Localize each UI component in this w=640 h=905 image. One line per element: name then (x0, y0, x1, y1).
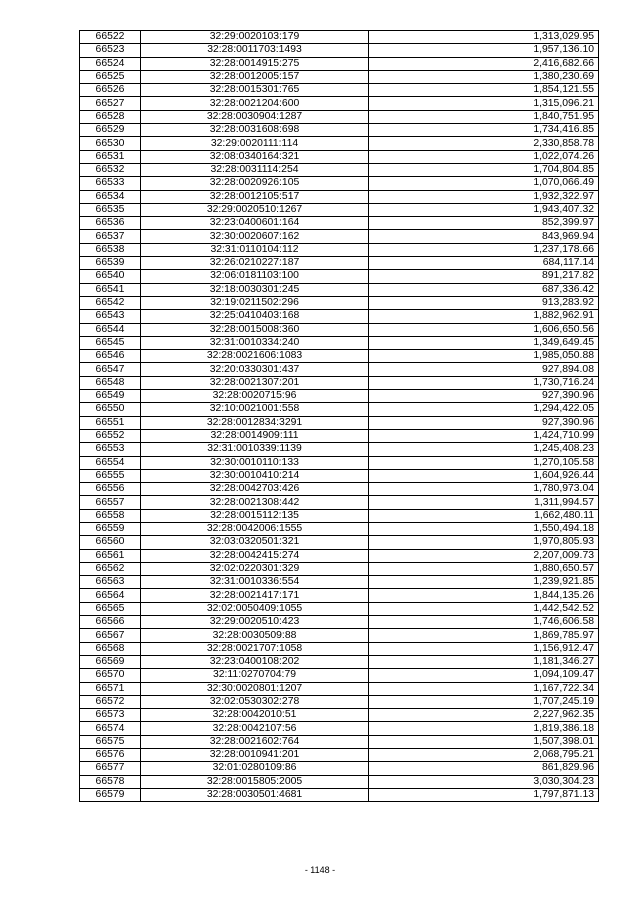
amount-cell: 1,840,751.95 (369, 110, 599, 123)
table-row (80, 602, 599, 615)
row-number-cell: 66574 (80, 722, 141, 735)
cadastral-number-cell: 32:28:0030501:4681 (141, 788, 369, 801)
cadastral-number-cell: 32:28:0012005:157 (141, 70, 369, 83)
table-row (80, 456, 599, 469)
cadastral-number-cell: 32:28:0042415:274 (141, 549, 369, 562)
page-number: - 1148 - (304, 865, 336, 875)
amount-cell: 852,399.97 (369, 217, 599, 230)
table-row (80, 177, 599, 190)
row-number-cell: 66527 (80, 97, 141, 110)
cadastral-number-cell: 32:28:0030904:1287 (141, 110, 369, 123)
cadastral-number-cell: 32:08:0340164:321 (141, 150, 369, 163)
table-row (80, 642, 599, 655)
cadastral-number-cell: 32:06:0181103:100 (141, 270, 369, 283)
cadastral-number-cell: 32:30:0010110:133 (141, 456, 369, 469)
table-row (80, 762, 599, 775)
cadastral-number-cell: 32:31:0110104:112 (141, 243, 369, 256)
cadastral-number-cell: 32:28:0014915:275 (141, 57, 369, 70)
row-number-cell: 66539 (80, 257, 141, 270)
table-row (80, 230, 599, 243)
table-row (80, 270, 599, 283)
row-number-cell: 66554 (80, 456, 141, 469)
cadastral-number-cell: 32:28:0042107:56 (141, 722, 369, 735)
amount-cell: 687,336.42 (369, 283, 599, 296)
cadastral-number-cell: 32:02:0050409:1055 (141, 602, 369, 615)
cadastral-number-cell: 32:25:0410403:168 (141, 310, 369, 323)
table-row (80, 363, 599, 376)
amount-cell: 927,894.08 (369, 363, 599, 376)
cadastral-number-cell: 32:29:0020510:423 (141, 616, 369, 629)
cadastral-number-cell: 32:28:0021606:1083 (141, 350, 369, 363)
cadastral-number-cell: 32:01:0280109:86 (141, 762, 369, 775)
cadastral-number-cell: 32:31:0010336:554 (141, 576, 369, 589)
cadastral-number-cell: 32:23:0400108:202 (141, 655, 369, 668)
row-number-cell: 66534 (80, 190, 141, 203)
cadastral-number-cell: 32:28:0021707:1058 (141, 642, 369, 655)
amount-cell: 1,424,710.99 (369, 429, 599, 442)
row-number-cell: 66577 (80, 762, 141, 775)
row-number-cell: 66556 (80, 483, 141, 496)
table-row (80, 376, 599, 389)
cadastral-number-cell: 32:28:0021307:201 (141, 376, 369, 389)
amount-cell: 1,070,066.49 (369, 177, 599, 190)
row-number-cell: 66546 (80, 350, 141, 363)
cadastral-number-cell: 32:31:0010339:1139 (141, 443, 369, 456)
table-row (80, 257, 599, 270)
cadastral-number-cell: 32:28:0031608:698 (141, 124, 369, 137)
amount-cell: 1,313,029.95 (369, 31, 599, 44)
table-row (80, 709, 599, 722)
cadastral-number-cell: 32:11:0270704:79 (141, 669, 369, 682)
table-row (80, 496, 599, 509)
cadastral-number-cell: 32:18:0030301:245 (141, 283, 369, 296)
amount-cell: 1,022,074.26 (369, 150, 599, 163)
table-row (80, 163, 599, 176)
amount-cell: 1,746,606.58 (369, 616, 599, 629)
table-row (80, 735, 599, 748)
row-number-cell: 66578 (80, 775, 141, 788)
amount-cell: 1,270,105.58 (369, 456, 599, 469)
row-number-cell: 66540 (80, 270, 141, 283)
row-number-cell: 66532 (80, 163, 141, 176)
cadastral-number-cell: 32:28:0011703:1493 (141, 44, 369, 57)
amount-cell: 1,869,785.97 (369, 629, 599, 642)
amount-cell: 3,030,304.23 (369, 775, 599, 788)
row-number-cell: 66538 (80, 243, 141, 256)
row-number-cell: 66543 (80, 310, 141, 323)
amount-cell: 843,969.94 (369, 230, 599, 243)
row-number-cell: 66529 (80, 124, 141, 137)
table-row (80, 576, 599, 589)
table-row (80, 695, 599, 708)
cadastral-number-cell: 32:28:0030509:88 (141, 629, 369, 642)
table-row (80, 403, 599, 416)
amount-cell: 1,294,422.05 (369, 403, 599, 416)
row-number-cell: 66562 (80, 562, 141, 575)
table-row (80, 536, 599, 549)
table-row (80, 390, 599, 403)
row-number-cell: 66572 (80, 695, 141, 708)
table-row (80, 203, 599, 216)
row-number-cell: 66548 (80, 376, 141, 389)
table-row (80, 562, 599, 575)
amount-cell: 684,117.14 (369, 257, 599, 270)
amount-cell: 1,315,096.21 (369, 97, 599, 110)
row-number-cell: 66536 (80, 217, 141, 230)
table-row (80, 469, 599, 482)
table-row (80, 110, 599, 123)
amount-cell: 1,734,416.85 (369, 124, 599, 137)
amount-cell: 1,730,716.24 (369, 376, 599, 389)
cadastral-number-cell: 32:26:0210227:187 (141, 257, 369, 270)
row-number-cell: 66566 (80, 616, 141, 629)
cadastral-number-cell: 32:28:0021417:171 (141, 589, 369, 602)
amount-cell: 1,780,973.04 (369, 483, 599, 496)
table-row (80, 549, 599, 562)
table-row (80, 44, 599, 57)
row-number-cell: 66537 (80, 230, 141, 243)
table-row (80, 137, 599, 150)
table-row (80, 616, 599, 629)
cadastral-number-cell: 32:29:0020510:1267 (141, 203, 369, 216)
amount-cell: 1,349,649.45 (369, 336, 599, 349)
row-number-cell: 66542 (80, 296, 141, 309)
row-number-cell: 66533 (80, 177, 141, 190)
amount-cell: 1,844,135.26 (369, 589, 599, 602)
cadastral-number-cell: 32:20:0330301:437 (141, 363, 369, 376)
cadastral-number-cell: 32:30:0010410:214 (141, 469, 369, 482)
amount-cell: 927,390.96 (369, 390, 599, 403)
cadastral-number-cell: 32:28:0015008:360 (141, 323, 369, 336)
row-number-cell: 66560 (80, 536, 141, 549)
table-row (80, 336, 599, 349)
amount-cell: 1,380,230.69 (369, 70, 599, 83)
table-row (80, 443, 599, 456)
data-table (79, 30, 599, 802)
cadastral-number-cell: 32:28:0021204:600 (141, 97, 369, 110)
amount-cell: 1,985,050.88 (369, 350, 599, 363)
amount-cell: 927,390.96 (369, 416, 599, 429)
cadastral-number-cell: 32:10:0021001:558 (141, 403, 369, 416)
table-row (80, 722, 599, 735)
table-row (80, 655, 599, 668)
cadastral-number-cell: 32:02:0220301:329 (141, 562, 369, 575)
cadastral-number-cell: 32:28:0042006:1555 (141, 522, 369, 535)
cadastral-number-cell: 32:28:0042010:51 (141, 709, 369, 722)
amount-cell: 1,704,804.85 (369, 163, 599, 176)
table-row (80, 217, 599, 230)
amount-cell: 2,207,009.73 (369, 549, 599, 562)
amount-cell: 1,245,408.23 (369, 443, 599, 456)
cadastral-number-cell: 32:29:0020111:114 (141, 137, 369, 150)
row-number-cell: 66559 (80, 522, 141, 535)
amount-cell: 1,507,398.01 (369, 735, 599, 748)
table-row (80, 243, 599, 256)
row-number-cell: 66573 (80, 709, 141, 722)
table-row (80, 310, 599, 323)
row-number-cell: 66547 (80, 363, 141, 376)
table-row (80, 509, 599, 522)
table-row (80, 416, 599, 429)
row-number-cell: 66525 (80, 70, 141, 83)
row-number-cell: 66563 (80, 576, 141, 589)
amount-cell: 1,957,136.10 (369, 44, 599, 57)
cadastral-number-cell: 32:31:0010334:240 (141, 336, 369, 349)
amount-cell: 1,707,245.19 (369, 695, 599, 708)
cadastral-number-cell: 32:28:0010941:201 (141, 749, 369, 762)
cadastral-number-cell: 32:28:0015301:765 (141, 84, 369, 97)
table-row (80, 124, 599, 137)
amount-cell: 1,932,322.97 (369, 190, 599, 203)
amount-cell: 1,797,871.13 (369, 788, 599, 801)
amount-cell: 1,167,722.34 (369, 682, 599, 695)
row-number-cell: 66553 (80, 443, 141, 456)
row-number-cell: 66522 (80, 31, 141, 44)
cadastral-number-cell: 32:30:0020607:162 (141, 230, 369, 243)
cadastral-number-cell: 32:19:0211502:296 (141, 296, 369, 309)
amount-cell: 1,311,994.57 (369, 496, 599, 509)
cadastral-number-cell: 32:29:0020103:179 (141, 31, 369, 44)
table-row (80, 350, 599, 363)
row-number-cell: 66523 (80, 44, 141, 57)
amount-cell: 1,819,386.18 (369, 722, 599, 735)
amount-cell: 1,237,178.66 (369, 243, 599, 256)
amount-cell: 1,662,480.11 (369, 509, 599, 522)
row-number-cell: 66528 (80, 110, 141, 123)
amount-cell: 2,227,962.35 (369, 709, 599, 722)
table-row (80, 522, 599, 535)
table-row (80, 682, 599, 695)
amount-cell: 1,882,962.91 (369, 310, 599, 323)
amount-cell: 2,416,682.66 (369, 57, 599, 70)
row-number-cell: 66576 (80, 749, 141, 762)
row-number-cell: 66541 (80, 283, 141, 296)
amount-cell: 1,442,542.52 (369, 602, 599, 615)
row-number-cell: 66558 (80, 509, 141, 522)
row-number-cell: 66544 (80, 323, 141, 336)
table-row (80, 629, 599, 642)
row-number-cell: 66565 (80, 602, 141, 615)
table-row (80, 97, 599, 110)
cadastral-number-cell: 32:02:0530302:278 (141, 695, 369, 708)
cadastral-number-cell: 32:28:0020715:96 (141, 390, 369, 403)
row-number-cell: 66549 (80, 390, 141, 403)
cadastral-number-cell: 32:23:0400601:164 (141, 217, 369, 230)
row-number-cell: 66571 (80, 682, 141, 695)
table-row (80, 749, 599, 762)
row-number-cell: 66564 (80, 589, 141, 602)
table-row (80, 190, 599, 203)
row-number-cell: 66551 (80, 416, 141, 429)
amount-cell: 1,970,805.93 (369, 536, 599, 549)
row-number-cell: 66552 (80, 429, 141, 442)
row-number-cell: 66557 (80, 496, 141, 509)
row-number-cell: 66545 (80, 336, 141, 349)
amount-cell: 1,181,346.27 (369, 655, 599, 668)
amount-cell: 1,880,650.57 (369, 562, 599, 575)
table-row (80, 483, 599, 496)
table-row (80, 84, 599, 97)
amount-cell: 913,283.92 (369, 296, 599, 309)
row-number-cell: 66568 (80, 642, 141, 655)
table-row (80, 70, 599, 83)
amount-cell: 1,604,926.44 (369, 469, 599, 482)
row-number-cell: 66561 (80, 549, 141, 562)
cadastral-number-cell: 32:28:0031114:254 (141, 163, 369, 176)
row-number-cell: 66530 (80, 137, 141, 150)
amount-cell: 1,854,121.55 (369, 84, 599, 97)
amount-cell: 2,330,858.78 (369, 137, 599, 150)
row-number-cell: 66579 (80, 788, 141, 801)
cadastral-number-cell: 32:30:0020801:1207 (141, 682, 369, 695)
table-row (80, 150, 599, 163)
row-number-cell: 66575 (80, 735, 141, 748)
row-number-cell: 66555 (80, 469, 141, 482)
table-row (80, 429, 599, 442)
cadastral-number-cell: 32:28:0020926:105 (141, 177, 369, 190)
cadastral-number-cell: 32:28:0012834:3291 (141, 416, 369, 429)
table-row (80, 57, 599, 70)
table-row (80, 296, 599, 309)
cadastral-number-cell: 32:28:0012105:517 (141, 190, 369, 203)
table-row (80, 788, 599, 801)
cadastral-number-cell: 32:28:0015805:2005 (141, 775, 369, 788)
row-number-cell: 66531 (80, 150, 141, 163)
amount-cell: 1,943,407.32 (369, 203, 599, 216)
cadastral-number-cell: 32:28:0015112:135 (141, 509, 369, 522)
amount-cell: 861,829.96 (369, 762, 599, 775)
amount-cell: 1,239,921.85 (369, 576, 599, 589)
table-row (80, 283, 599, 296)
amount-cell: 1,156,912.47 (369, 642, 599, 655)
row-number-cell: 66524 (80, 57, 141, 70)
row-number-cell: 66570 (80, 669, 141, 682)
row-number-cell: 66526 (80, 84, 141, 97)
amount-cell: 1,606,650.56 (369, 323, 599, 336)
row-number-cell: 66567 (80, 629, 141, 642)
table-row (80, 589, 599, 602)
table-row (80, 31, 599, 44)
cadastral-number-cell: 32:03:0320501:321 (141, 536, 369, 549)
amount-cell: 1,550,494.18 (369, 522, 599, 535)
row-number-cell: 66535 (80, 203, 141, 216)
cadastral-number-cell: 32:28:0042703:426 (141, 483, 369, 496)
table-row (80, 323, 599, 336)
table-row (80, 775, 599, 788)
amount-cell: 1,094,109.47 (369, 669, 599, 682)
cadastral-number-cell: 32:28:0014909:111 (141, 429, 369, 442)
cadastral-number-cell: 32:28:0021308:442 (141, 496, 369, 509)
amount-cell: 891,217.82 (369, 270, 599, 283)
data-table-body (80, 31, 599, 802)
amount-cell: 2,068,795.21 (369, 749, 599, 762)
row-number-cell: 66550 (80, 403, 141, 416)
table-row (80, 669, 599, 682)
row-number-cell: 66569 (80, 655, 141, 668)
cadastral-number-cell: 32:28:0021602:764 (141, 735, 369, 748)
